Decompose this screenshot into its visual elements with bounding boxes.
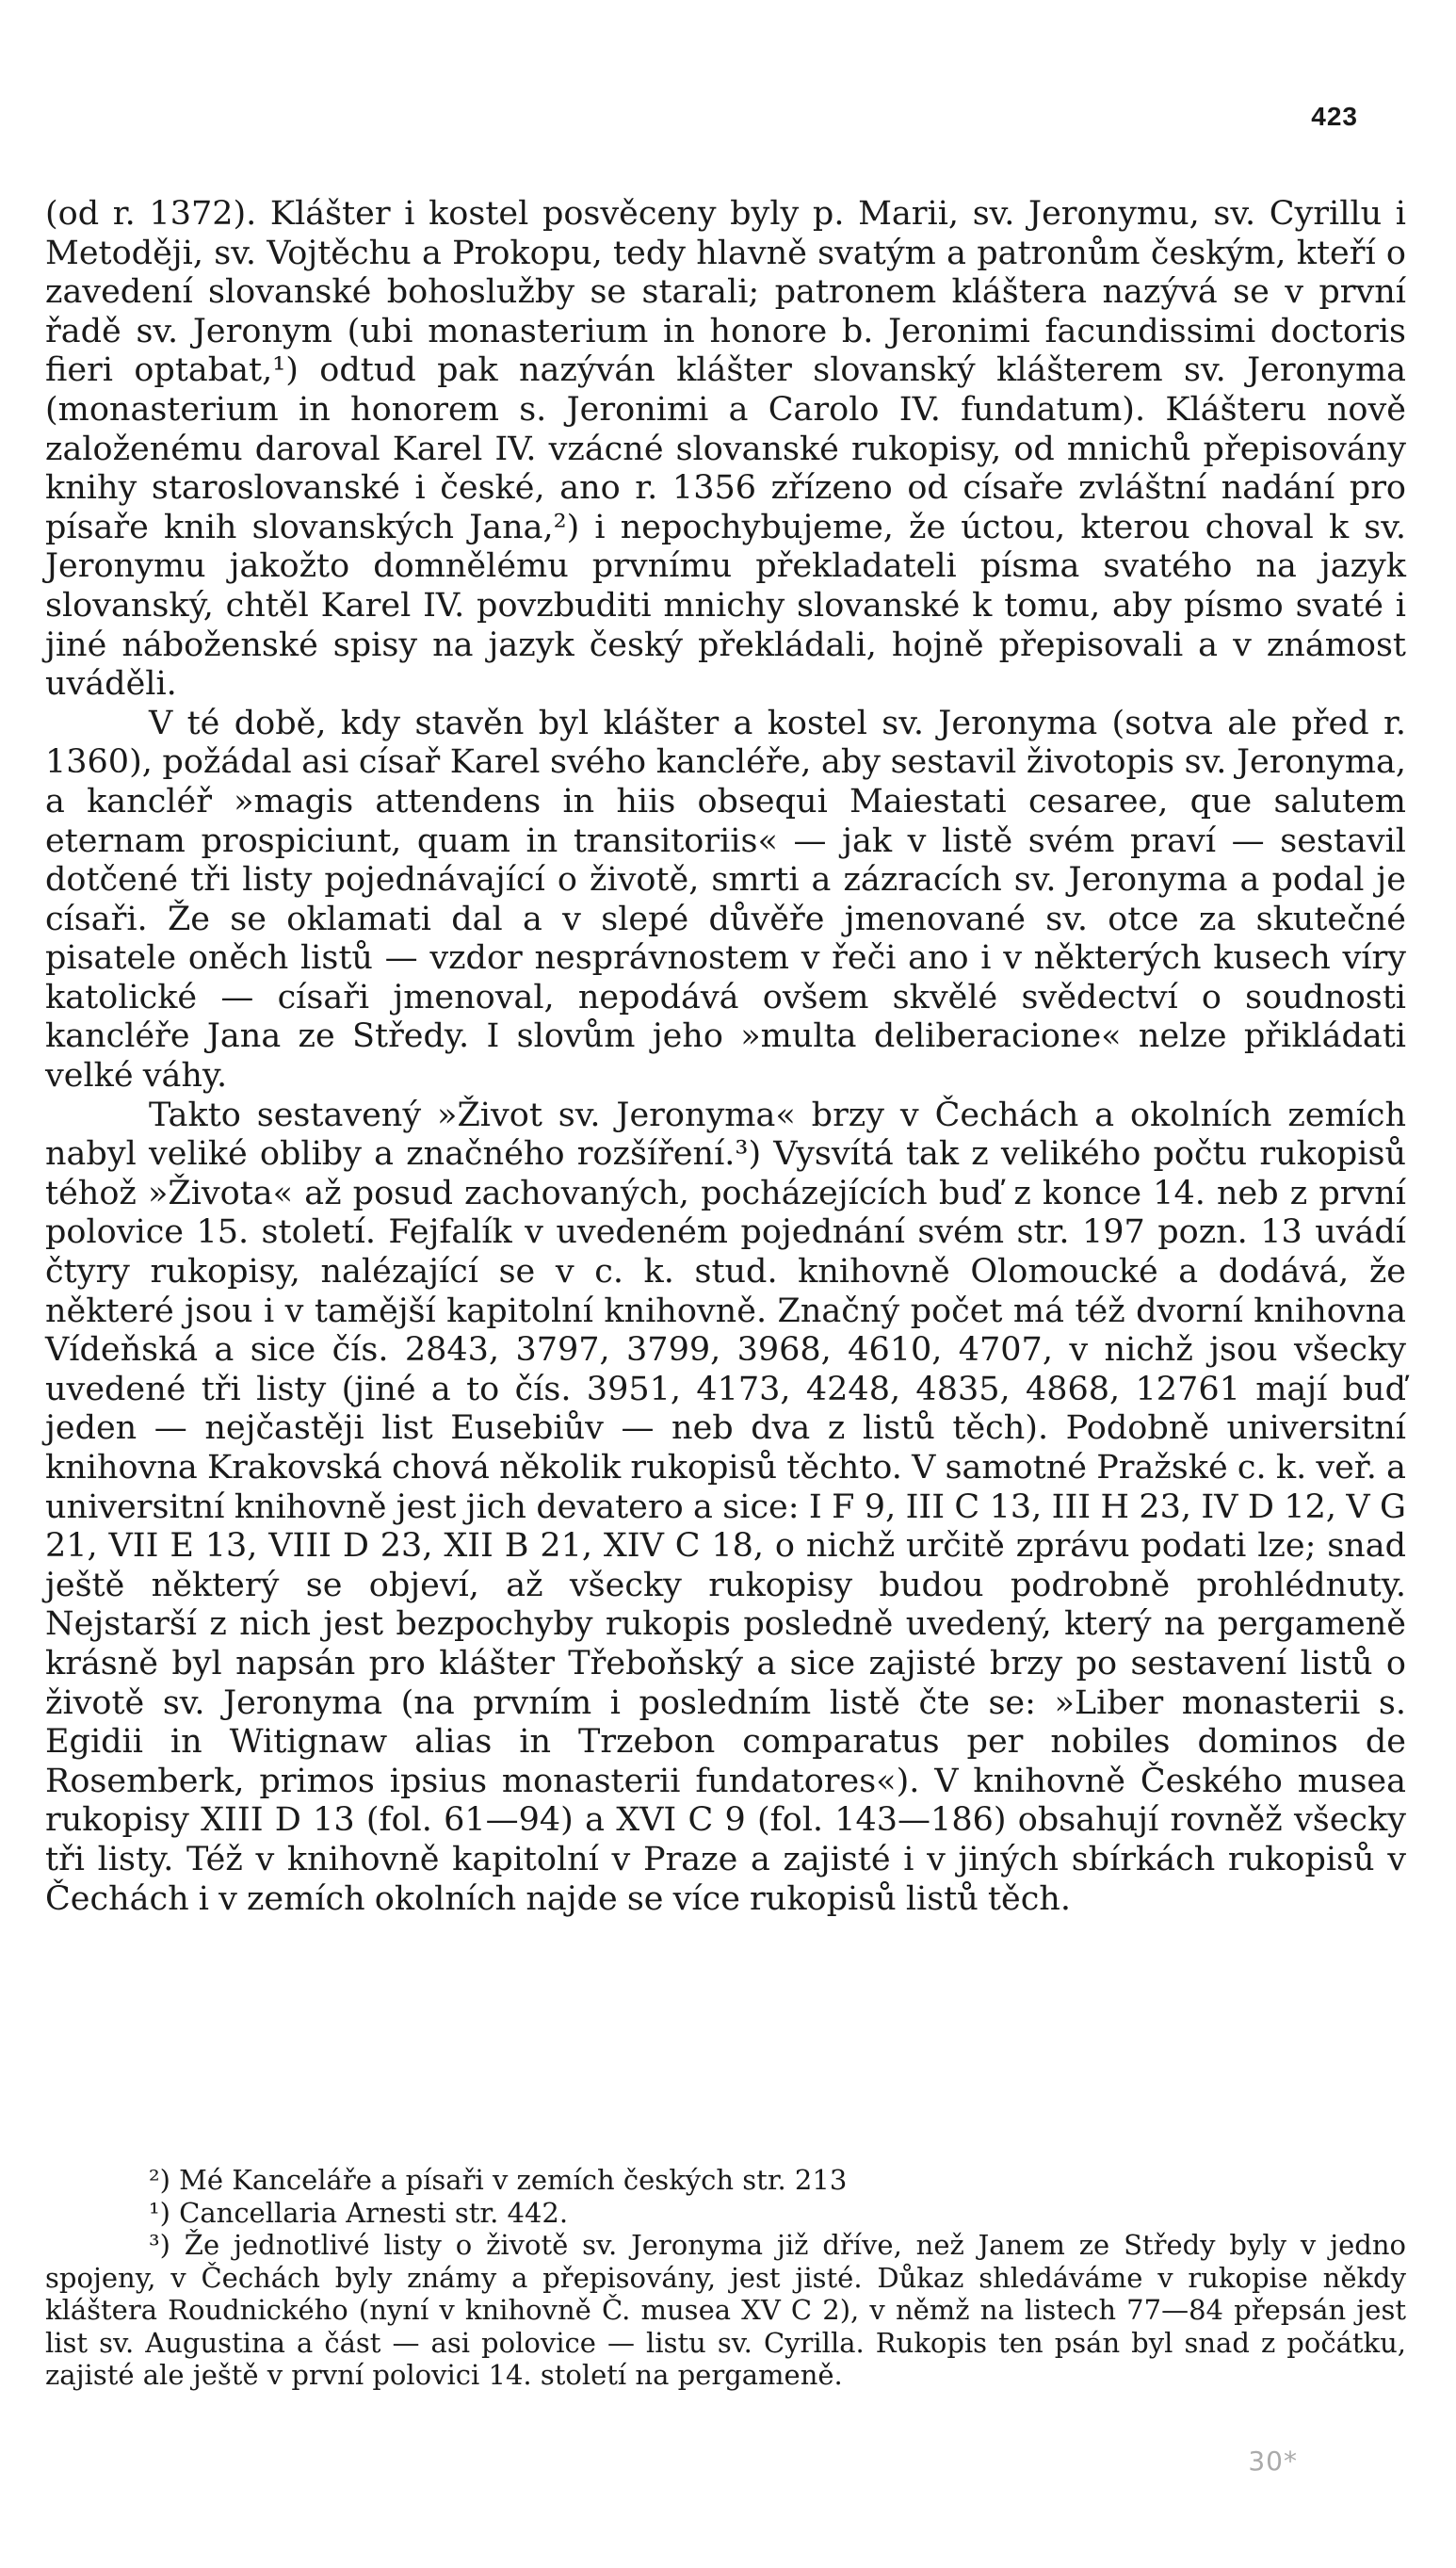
footnote: ³) Že jednotlivé listy o životě sv. Jeronyma již dříve, než Janem ze Středy byly v jedno spojeny, v Čechách byly známy a přepisovány, jest jisté. Důkaz shledáváme v rukopise někdy kláštera Roudnického (nyní v knihovně Č. musea XV C 2), v němž na listech 77—84 přepsán jest list sv. Augustina a část — asi polovice — listu sv. Cyrilla. Rukopis ten psán byl snad z počátku, zajisté ale ještě v první polovici 14. století na pergameně. [45, 2229, 1406, 2391]
footnote: ²) Mé Kanceláře a písaři v zemích českých str. 213 [149, 2164, 848, 2196]
paragraph: Takto sestavený »Život sv. Jeronyma« brzy v Čechách a okolních zemích nabyl veliké obliby a značného rozšíření.³) Vysvítá tak z velikého počtu rukopisů téhož »Života« až posud zachovaných, pocházejících buď z konce 14. neb z první polovice 15. století. Fejfalík v uvedeném pojednání svém str. 197 pozn. 13 uvádí čtyry rukopisy, nalézající se v c. k. stud. knihovně Olomoucké a dodává, že některé jsou i v tamější kapitolní knihovně. Značný počet má též dvorní knihovna Vídeňská a sice čís. 2843, 3797, 3799, 3968, 4610, 4707, v nichž jsou všecky uvedené tři listy (jiné a to čís. 3951, 4173, 4248, 4835, 4868, 12761 mají buď jeden — nejčastěji list Eusebiův — neb dva z listů těch). Podobně universitní knihovna Krakovská chová několik rukopisů těchto. V samotné Pražské c. k. veř. a universitní knihovně jest jich devatero a sice: I F 9, III C 13, III H 23, IV D 12, V G 21, VII E 13, VIII D 23, XII B 21, XIV C 18, o nichž určitě zprávu podati lze; snad ještě některý se objeví, až všecky rukopisy budou podrobně prohlédnuty. Nejstarší z nich jest bezpochyby rukopis posledně uvedený, který na pergameně krásně byl napsán pro klášter Třeboňský a sice zajisté brzy po sestavení listů o životě sv. Jeronyma (na prvním i posledním listě čte se: »Liber monasterii s. Egidii in Witignaw alias in Trzebon comparatus per nobiles dominos de Rosemberk, primos ipsius monasterii fundatores«). V knihovně Českého musea rukopisy XIII D 13 (fol. 61—94) a XVI C 9 (fol. 143—186) obsahují rovněž všecky tři listy. Též v knihovně kapitolní v Praze a zajisté i v jiných sbírkách rukopisů v Čechách i v zemích okolních najde se více rukopisů listů těch. [45, 1096, 1406, 1918]
body-text [45, 195, 1406, 1919]
footnote: ¹) Cancellaria Arnesti str. 442. [149, 2196, 569, 2229]
paragraph: V té době, kdy stavěn byl klášter a kostel sv. Jeronyma (sotva ale před r. 1360), požádal asi císař Karel svého kancléře, aby sestavil životopis sv. Jeronyma, a kancléř »magis attendens in hiis obsequi Maiestati cesaree, que salutem eternam prospiciunt, quam in transitoriis« — jak v listě svém praví — sestavil dotčené tři listy pojednávající o životě, smrti a zázracích sv. Jeronyma a podal je císaři. Že se oklamati dal a v slepé důvěře jmenované sv. otce za skutečné pisatele oněch listů — vzdor nesprávnostem v řeči ano i v některých kusech víry katolické — císaři jmenoval, nepodává ovšem skvělé svědectví o soudnosti kancléře Jana ze Středy. I slovům jeho »multa deliberacione« nelze přikládati velké váhy. [45, 704, 1406, 1096]
page-number: 423 [1311, 102, 1358, 131]
paragraph: (od r. 1372). Klášter i kostel posvěceny byly p. Marii, sv. Jeronymu, sv. Cyrillu i Metoději, sv. Vojtěchu a Prokopu, tedy hlavně svatým a patronům českým, kteří o zavedení slovanské bohoslužby se starali; patronem kláštera nazývá se v první řadě sv. Jeronym (ubi monasterium in honore b. Jeronimi facundissimi doctoris fieri optabat,¹) odtud pak nazýván klášter slovanský klášterem sv. Jeronyma (monasterium in honorem s. Jeronimi a Carolo IV. fundatum). Klášteru nově založenému daroval Karel IV. vzácné slovanské rukopisy, od mnichů přepisovány knihy staroslovanské i české, ano r. 1356 zřízeno od císaře zvláštní nadání pro písaře knih slovanských Jana,²) i nepochybujeme, že úctou, kterou choval k sv. Jeronymu jakožto domnělému prvnímu překladateli písma svatého na jazyk slovanský, chtěl Karel IV. povzbuditi mnichy slovanské k tomu, aby písmo svaté i jiné náboženské spisy na jazyk český překládali, hojně přepisovali a v známost uváděli. [45, 195, 1406, 704]
printer-signature-mark: 30* [1248, 2446, 1298, 2477]
footnotes [45, 2164, 1406, 2392]
